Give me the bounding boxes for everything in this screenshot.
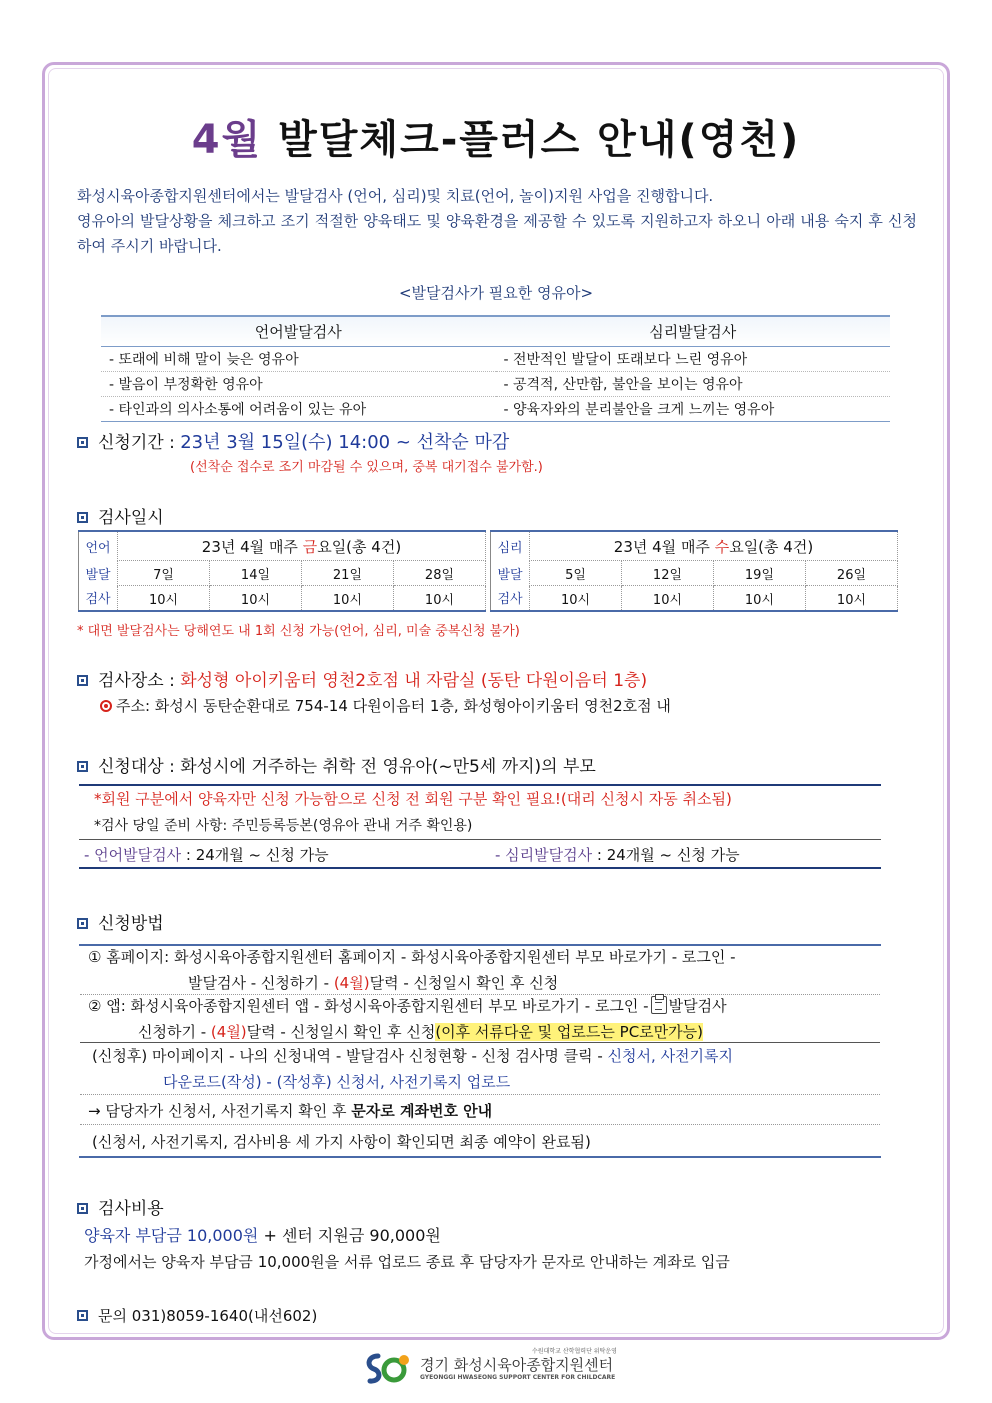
contact-text: 문의 031)8059-1640(내선602) — [98, 1307, 318, 1325]
place-value: 화성형 아이키움터 영천2호점 내 자람실 (동탄 다원이음터 1층) — [180, 671, 648, 691]
divider — [79, 867, 881, 869]
schedule-date: 21일 — [301, 561, 393, 586]
schedule-time: 10시 — [530, 586, 622, 612]
page-title — [0, 108, 992, 165]
method-text: 발달검사 — [668, 997, 727, 1015]
method-text: (신청후) 마이페이지 - 나의 신청내역 - 발달검사 신청현황 - 신청 검사명 클릭 - — [92, 1047, 608, 1065]
method-text: 달력 - 신청일시 확인 후 신청 — [369, 974, 559, 992]
schedule-date: 14일 — [209, 561, 301, 586]
target-language-label: - 언어발달검사 — [84, 846, 182, 864]
clipboard-icon — [651, 996, 667, 1014]
target-psych — [495, 844, 740, 865]
method-text: → 담당자가 신청서, 사전기록지 확인 후 — [88, 1102, 352, 1120]
schedule-side-label: 검사 — [491, 586, 530, 612]
target-psych-value: : 24개월 ~ 신청 가능 — [592, 846, 740, 864]
period-value: 23년 3월 15일(수) 14:00 ~ 선착순 마감 — [180, 432, 510, 453]
schedule-header — [118, 531, 486, 561]
schedule-header-day: 금 — [302, 537, 318, 556]
schedule-side-label: 언어 — [79, 531, 118, 561]
cost-line — [84, 1223, 441, 1246]
schedule-header-post: 요일(총 4건) — [317, 537, 402, 556]
schedule-side-label: 검사 — [79, 586, 118, 612]
schedule-header-day: 수 — [714, 537, 730, 556]
target-warning: *회원 구분에서 양육자만 신청 가능함으로 신청 전 회원 구분 확인 필요!(대리 신청시 자동 취소됨) — [94, 790, 732, 808]
method-text: 신청서, 사전기록지 — [607, 1047, 734, 1065]
schedule-date: 19일 — [713, 561, 805, 586]
square-bullet-icon — [77, 1310, 88, 1321]
method-line — [88, 1100, 492, 1121]
contact-section — [77, 1305, 317, 1326]
need-cell: - 전반적인 발달이 또래보다 느린 영유아 — [496, 347, 891, 372]
footer-name: 경기 화성시육아종합지원센터 — [420, 1356, 614, 1374]
schedule-date: 28일 — [393, 561, 485, 586]
method-line — [88, 995, 727, 1016]
divider — [80, 1124, 880, 1125]
schedule-date: 26일 — [805, 561, 897, 586]
method-line: (신청서, 사전기록지, 검사비용 세 가지 사항이 확인되면 최종 예약이 완료됨) — [92, 1133, 591, 1151]
need-col-language: 언어발달검사 — [101, 316, 496, 347]
method-text: 발달검사 - 신청하기 - — [188, 974, 334, 992]
schedule-date: 7일 — [118, 561, 210, 586]
cost-detail: 가정에서는 양육자 부담금 10,000원을 서류 업로드 종료 후 담당자가 문자로 안내하는 계좌로 입금 — [84, 1253, 730, 1271]
schedule-header — [530, 531, 898, 561]
square-bullet-icon — [77, 675, 88, 686]
need-cell: - 공격적, 산만함, 불안을 보이는 영유아 — [496, 372, 891, 397]
method-text: 달력 - 신청일시 확인 후 신청 — [246, 1023, 436, 1041]
schedule-note: * 대면 발달검사는 당해연도 내 1회 신청 가능(언어, 심리, 미술 중복신청 불가) — [77, 624, 520, 639]
place-label: 검사장소 : — [98, 671, 175, 691]
method-line — [188, 972, 558, 993]
cost-parent: 양육자 부담금 10,000원 — [84, 1226, 259, 1245]
schedule-section — [77, 503, 164, 528]
schedule-side-label: 심리 — [491, 531, 530, 561]
method-month: (4월) — [210, 1023, 247, 1041]
footer-logo — [364, 1346, 636, 1388]
place-address — [100, 695, 671, 716]
schedule-time: 10시 — [805, 586, 897, 612]
footer-top-text: 수원대학교 산학협력단 위탁운영 — [532, 1348, 617, 1355]
divider — [80, 1042, 880, 1043]
place-section — [77, 666, 647, 691]
target-language-value: : 24개월 ~ 신청 가능 — [181, 846, 329, 864]
schedule-header-pre: 23년 4월 매주 — [613, 537, 715, 556]
schedule-side-label: 발달 — [491, 561, 530, 586]
schedule-time: 10시 — [209, 586, 301, 612]
schedule-date: 12일 — [621, 561, 713, 586]
target-prep: *검사 당일 준비 사항: 주민등록등본(영유아 관내 거주 확인용) — [94, 818, 473, 834]
need-cell: - 타인과의 의사소통에 어려움이 있는 유아 — [101, 397, 496, 422]
schedule-time: 10시 — [713, 586, 805, 612]
schedule-table-psych — [490, 530, 898, 612]
cost-section — [77, 1194, 164, 1219]
schedule-time: 10시 — [621, 586, 713, 612]
cost-center: + 센터 지원금 90,000원 — [258, 1226, 441, 1245]
title-month: 4월 — [191, 117, 263, 163]
need-cell: - 양육자와의 분리불안을 크게 느끼는 영유아 — [496, 397, 891, 422]
need-table — [101, 315, 890, 422]
footer-eng: GYEONGGI HWASEONG SUPPORT CENTER FOR CHILDCARE — [420, 1374, 616, 1381]
target-value: 화성시에 거주하는 취학 전 영유아(~만5세 까지)의 부모 — [180, 757, 596, 777]
title-rest: 발달체크-플러스 안내(영천) — [262, 117, 801, 163]
divider — [79, 784, 881, 786]
radio-bullet-icon — [100, 700, 112, 712]
schedule-side-label: 발달 — [79, 561, 118, 586]
method-highlight: (이후 서류다운 및 업로드는 PC로만가능) — [435, 1023, 703, 1041]
period-label: 신청기간 : — [98, 433, 175, 453]
square-bullet-icon — [77, 437, 88, 448]
schedule-time: 10시 — [301, 586, 393, 612]
divider — [80, 1094, 880, 1095]
need-cell: - 발음이 부정확한 영유아 — [101, 372, 496, 397]
schedule-table-language — [78, 530, 486, 612]
need-col-psych: 심리발달검사 — [496, 316, 891, 347]
schedule-date: 5일 — [530, 561, 622, 586]
period-section — [77, 428, 509, 454]
intro-line: 영유아의 발달상황을 체크하고 조기 적절한 양육태도 및 양육환경을 제공할 수 있도록 지원하고자 하오니 아래 내용 숙지 후 신청하여 주시기 바랍니다. — [77, 212, 917, 255]
method-line: 다운로드(작성) - (작성후) 신청서, 사전기록지 업로드 — [163, 1073, 511, 1091]
method-line — [138, 1021, 703, 1042]
target-section — [77, 752, 596, 777]
square-bullet-icon — [77, 1203, 88, 1214]
schedule-time: 10시 — [393, 586, 485, 612]
schedule-header-post: 요일(총 4건) — [729, 537, 814, 556]
schedule-header-pre: 23년 4월 매주 — [201, 537, 303, 556]
center-logo-icon — [364, 1352, 412, 1386]
divider — [79, 839, 881, 840]
target-label: 신청대상 : — [98, 757, 175, 777]
schedule-time: 10시 — [118, 586, 210, 612]
period-note: (선착순 접수로 조기 마감될 수 있으며, 중복 대기접수 불가함.) — [190, 460, 543, 475]
need-heading: <발달검사가 필요한 영유아> — [398, 284, 594, 302]
place-address-text: 주소: 화성시 동탄순환대로 754-14 다원이음터 1층, 화성형아이키움터 영천2호점 내 — [116, 697, 671, 715]
method-label: 신청방법 — [98, 914, 164, 934]
target-psych-label: - 심리발달검사 — [495, 846, 593, 864]
method-line — [92, 1045, 733, 1066]
square-bullet-icon — [77, 512, 88, 523]
method-month: (4월) — [333, 974, 370, 992]
method-line: ① 홈페이지: 화성시육아종합지원센터 홈페이지 - 화성시육아종합지원센터 부모 바로가기 - 로그인 - — [88, 948, 736, 966]
intro-text — [77, 184, 917, 259]
method-text: 신청하기 - — [138, 1023, 211, 1041]
method-text: ② 앱: 화성시육아종합지원센터 앱 - 화성시육아종합지원센터 부모 바로가기 - 로그인 - — [88, 997, 649, 1015]
square-bullet-icon — [77, 761, 88, 772]
need-cell: - 또래에 비해 말이 늦은 영유아 — [101, 347, 496, 372]
intro-line: 화성시육아종합지원센터에서는 발달검사 (언어, 심리)및 치료(언어, 놀이)지원 사업을 진행합니다. — [77, 187, 714, 205]
target-language — [84, 844, 329, 865]
schedule-label: 검사일시 — [98, 508, 164, 528]
square-bullet-icon — [77, 918, 88, 929]
cost-label: 검사비용 — [98, 1199, 164, 1219]
method-text: 문자로 계좌번호 안내 — [351, 1102, 493, 1120]
method-section — [77, 909, 164, 934]
